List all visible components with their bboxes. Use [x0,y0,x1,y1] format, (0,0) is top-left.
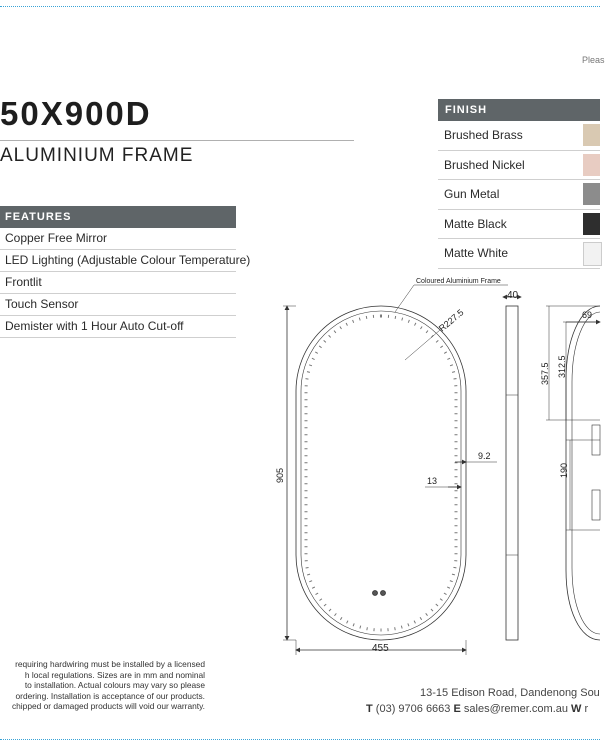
dim-69-label: 69 [582,310,593,320]
depth-dimension-label: 40 [507,290,519,301]
finish-heading: FINISH [438,99,600,121]
model-code: 50X900D [0,95,152,132]
dim-9-2-label: 9.2 [478,451,491,461]
finish-label: Brushed Brass [444,128,523,142]
please-note-text: Pleas [582,55,605,65]
mirror-back-outline [566,306,600,640]
mirror-inner-outline [301,311,461,635]
product-subtitle: ALUMINIUM FRAME [0,145,194,166]
dim-312-5-label: 312.5 [557,355,567,378]
disclaimer-line: h local regulations. Sizes are in mm and nominal [24,669,205,680]
width-dimension-label: 455 [372,643,389,654]
contact-line [366,703,588,715]
mirror-side-profile [506,306,518,640]
feature-item: Demister with 1 Hour Auto Cut-off [0,316,236,338]
email-link[interactable]: sales@remer.com.au [463,703,568,715]
phone-prefix: T [366,703,373,715]
finish-label: Gun Metal [444,187,500,201]
dim-13-label: 13 [427,476,438,486]
finish-label: Matte Black [444,216,507,231]
dim-357-5-label: 357.5 [540,362,550,385]
disclaimer [0,659,205,712]
feature-item: Touch Sensor [0,294,236,316]
height-dimension-label: 905 [275,467,285,483]
web-prefix: W [571,703,582,715]
disclaimer-line: ordering. Installation is acceptance of our products. [15,690,205,701]
feature-item: Copper Free Mirror [0,228,236,250]
dim-190-label: 190 [559,462,569,478]
disclaimer-line: chipped or damaged products will void our warranty. [11,701,205,712]
mirror-outer-outline [296,306,466,640]
finish-label: Brushed Nickel [444,157,525,172]
touch-sensor-icon [373,591,378,596]
phone-number[interactable]: (03) 9706 6663 [375,703,451,715]
mirror-led-band [306,316,456,630]
feature-item: Frontlit [0,272,236,294]
radius-label: R227.5 [436,307,466,334]
frame-callout-label: Coloured Aluminium Frame [416,278,501,285]
features-heading: FEATURES [0,206,236,228]
company-address: 13-15 Edison Road, Dandenong Sou [420,687,600,699]
email-prefix: E [453,703,461,715]
touch-sensor-icon [381,591,386,596]
feature-item: LED Lighting (Adjustable Colour Temperature) [0,250,236,272]
web-link[interactable]: r [584,703,589,715]
disclaimer-line: requiring hardwiring must be installed by a licensed [15,659,205,669]
finish-label: Matte White [444,246,509,260]
disclaimer-line: to installation. Actual colours may vary so please [24,680,205,691]
